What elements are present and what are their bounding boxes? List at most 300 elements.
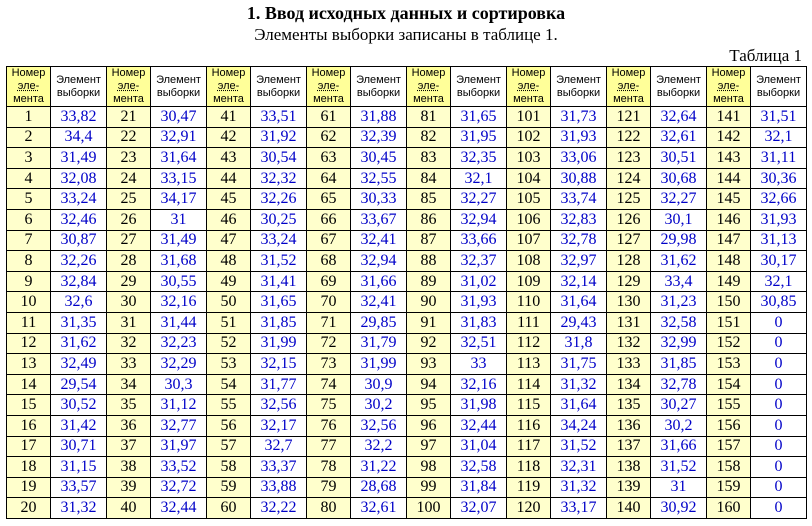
header-val-line: Элемент	[556, 73, 601, 86]
sample-value-cell: 30,87	[51, 230, 107, 251]
sample-value-cell: 30,9	[351, 374, 407, 395]
sample-value-cell: 31,64	[551, 395, 607, 416]
sample-value-cell: 31,52	[551, 436, 607, 457]
element-number-cell: 33	[107, 354, 151, 375]
header-element-number	[707, 67, 751, 107]
sample-value-cell: 33,57	[51, 477, 107, 498]
element-number-cell: 116	[507, 415, 551, 436]
sample-value-cell: 31,52	[251, 251, 307, 272]
sample-value-cell: 32,77	[151, 415, 207, 436]
sample-value-cell: 32,1	[751, 271, 807, 292]
sample-value-cell: 0	[751, 457, 807, 478]
table-row	[7, 415, 807, 436]
element-number-cell: 24	[107, 168, 151, 189]
element-number-cell: 12	[7, 333, 51, 354]
element-number-cell: 152	[707, 333, 751, 354]
sample-value-cell: 32,1	[451, 168, 507, 189]
header-val-line: выборки	[56, 86, 101, 99]
header-num-line: эле-	[417, 80, 440, 92]
sample-value-cell: 30,85	[751, 292, 807, 313]
sample-value-cell: 32,31	[551, 457, 607, 478]
element-number-cell: 56	[207, 415, 251, 436]
element-number-cell: 156	[707, 415, 751, 436]
sample-value-cell: 32,46	[51, 209, 107, 230]
header-sample-element	[751, 67, 807, 107]
table-row	[7, 251, 807, 272]
sample-value-cell: 33,24	[251, 230, 307, 251]
sample-value-cell: 32,83	[551, 209, 607, 230]
element-number-cell: 113	[507, 354, 551, 375]
element-number-cell: 10	[7, 292, 51, 313]
element-number-cell: 19	[7, 477, 51, 498]
sample-value-cell: 31,32	[551, 477, 607, 498]
header-val-line: выборки	[456, 86, 501, 99]
element-number-cell: 28	[107, 251, 151, 272]
table-row	[7, 230, 807, 251]
element-number-cell: 48	[207, 251, 251, 272]
header-num-line: мента	[513, 93, 544, 105]
sample-value-cell: 31,62	[51, 333, 107, 354]
element-number-cell: 68	[307, 251, 351, 272]
element-number-cell: 85	[407, 189, 451, 210]
element-number-cell: 123	[607, 148, 651, 169]
element-number-cell: 5	[7, 189, 51, 210]
element-number-cell: 86	[407, 209, 451, 230]
table-row	[7, 209, 807, 230]
header-num-line: мента	[713, 93, 744, 105]
element-number-cell: 142	[707, 127, 751, 148]
table-row	[7, 477, 807, 498]
sample-value-cell: 31,23	[651, 292, 707, 313]
sample-value-cell: 33,4	[651, 271, 707, 292]
sample-value-cell: 32,41	[351, 292, 407, 313]
sample-value-cell: 33,66	[451, 230, 507, 251]
sample-value-cell: 31,02	[451, 271, 507, 292]
element-number-cell: 117	[507, 436, 551, 457]
element-number-cell: 6	[7, 209, 51, 230]
section-subtitle: Элементы выборки записаны в таблице 1.	[254, 25, 558, 44]
element-number-cell: 154	[707, 374, 751, 395]
element-number-cell: 138	[607, 457, 651, 478]
element-number-cell: 124	[607, 168, 651, 189]
element-number-cell: 155	[707, 395, 751, 416]
element-number-cell: 74	[307, 374, 351, 395]
element-number-cell: 55	[207, 395, 251, 416]
sample-value-cell: 31,97	[151, 436, 207, 457]
element-number-cell: 23	[107, 148, 151, 169]
element-number-cell: 105	[507, 189, 551, 210]
sample-value-cell: 31,65	[251, 292, 307, 313]
header-sample-element	[151, 67, 207, 107]
sample-value-cell: 32,61	[651, 127, 707, 148]
header-element-number	[107, 67, 151, 107]
element-number-cell: 40	[107, 498, 151, 519]
element-number-cell: 7	[7, 230, 51, 251]
sample-value-cell: 31,62	[651, 251, 707, 272]
element-number-cell: 73	[307, 354, 351, 375]
element-number-cell: 76	[307, 415, 351, 436]
table-row	[7, 333, 807, 354]
element-number-cell: 107	[507, 230, 551, 251]
element-number-cell: 3	[7, 148, 51, 169]
sample-value-cell: 32,14	[551, 271, 607, 292]
sample-value-cell: 31,79	[351, 333, 407, 354]
element-number-cell: 145	[707, 189, 751, 210]
header-element-number	[407, 67, 451, 107]
element-number-cell: 97	[407, 436, 451, 457]
sample-value-cell: 30,33	[351, 189, 407, 210]
table-row	[7, 271, 807, 292]
sample-value-cell: 32,44	[151, 498, 207, 519]
element-number-cell: 54	[207, 374, 251, 395]
sample-value-cell: 30,3	[151, 374, 207, 395]
sample-value-cell: 32,41	[351, 230, 407, 251]
element-number-cell: 4	[7, 168, 51, 189]
sample-value-cell: 31,32	[51, 498, 107, 519]
header-num-line: Номер	[311, 67, 346, 79]
sample-value-cell: 31,52	[651, 457, 707, 478]
element-number-cell: 101	[507, 107, 551, 128]
table-row	[7, 457, 807, 478]
element-number-cell: 60	[207, 498, 251, 519]
sample-value-cell: 0	[751, 354, 807, 375]
header-val-line: Элемент	[756, 73, 801, 86]
sample-value-cell: 30,45	[351, 148, 407, 169]
header-num-line: эле-	[317, 80, 340, 92]
sample-value-cell: 33,24	[51, 189, 107, 210]
sample-value-cell: 31,99	[351, 354, 407, 375]
element-number-cell: 52	[207, 333, 251, 354]
element-number-cell: 153	[707, 354, 751, 375]
sample-value-cell: 31,64	[551, 292, 607, 313]
header-val-line: выборки	[156, 86, 201, 99]
sample-value-cell: 30,55	[151, 271, 207, 292]
table-row	[7, 395, 807, 416]
element-number-cell: 108	[507, 251, 551, 272]
sample-value-cell: 32,94	[451, 209, 507, 230]
sample-value-cell: 32,56	[351, 415, 407, 436]
sample-value-cell: 32,35	[451, 148, 507, 169]
sample-value-cell: 32,56	[251, 395, 307, 416]
sample-value-cell: 32,22	[251, 498, 307, 519]
element-number-cell: 95	[407, 395, 451, 416]
header-num-line: мента	[113, 93, 144, 105]
sample-value-cell: 32,32	[251, 168, 307, 189]
sample-value-cell: 30,2	[351, 395, 407, 416]
sample-value-cell: 32,6	[51, 292, 107, 313]
element-number-cell: 129	[607, 271, 651, 292]
header-num-line: эле-	[17, 80, 40, 92]
sample-value-cell: 34,24	[551, 415, 607, 436]
element-number-cell: 64	[307, 168, 351, 189]
element-number-cell: 136	[607, 415, 651, 436]
sample-value-cell: 32,37	[451, 251, 507, 272]
sample-value-cell: 31,65	[451, 107, 507, 128]
element-number-cell: 62	[307, 127, 351, 148]
sample-value-cell: 30,51	[651, 148, 707, 169]
element-number-cell: 13	[7, 354, 51, 375]
element-number-cell: 41	[207, 107, 251, 128]
header-sample-element	[451, 67, 507, 107]
element-number-cell: 39	[107, 477, 151, 498]
table-row	[7, 127, 807, 148]
sample-value-cell: 30,88	[551, 168, 607, 189]
element-number-cell: 46	[207, 209, 251, 230]
sample-value-cell: 34,17	[151, 189, 207, 210]
header-val-line: Элемент	[356, 73, 401, 86]
sample-value-cell: 33,37	[251, 457, 307, 478]
sample-value-cell: 32,26	[251, 189, 307, 210]
element-number-cell: 18	[7, 457, 51, 478]
element-number-cell: 146	[707, 209, 751, 230]
sample-value-cell: 30,25	[251, 209, 307, 230]
element-number-cell: 139	[607, 477, 651, 498]
header-num-line: Номер	[711, 67, 746, 79]
sample-value-cell: 31,49	[51, 148, 107, 169]
sample-value-cell: 32,94	[351, 251, 407, 272]
sample-value-cell: 31	[651, 477, 707, 498]
element-number-cell: 16	[7, 415, 51, 436]
header-num-line: эле-	[217, 80, 240, 92]
header-val-line: Элемент	[456, 73, 501, 86]
sample-value-cell: 33,82	[51, 107, 107, 128]
sample-value-cell: 32,58	[451, 457, 507, 478]
element-number-cell: 98	[407, 457, 451, 478]
element-number-cell: 143	[707, 148, 751, 169]
sample-value-cell: 31,77	[251, 374, 307, 395]
sample-value-cell: 31,15	[51, 457, 107, 478]
sample-value-cell: 0	[751, 374, 807, 395]
sample-value-cell: 31,8	[551, 333, 607, 354]
sample-value-cell: 31,04	[451, 436, 507, 457]
header-val-line: выборки	[556, 86, 601, 99]
sample-value-cell: 31,12	[151, 395, 207, 416]
header-val-line: Элемент	[156, 73, 201, 86]
header-val-line: выборки	[356, 86, 401, 99]
element-number-cell: 90	[407, 292, 451, 313]
sample-value-cell: 32,51	[451, 333, 507, 354]
element-number-cell: 36	[107, 415, 151, 436]
sample-value-cell: 31,85	[251, 312, 307, 333]
element-number-cell: 53	[207, 354, 251, 375]
sample-value-cell: 33,67	[351, 209, 407, 230]
table-row	[7, 436, 807, 457]
element-number-cell: 67	[307, 230, 351, 251]
sample-value-cell: 31,35	[51, 312, 107, 333]
sample-value-cell: 30,36	[751, 168, 807, 189]
element-number-cell: 131	[607, 312, 651, 333]
element-number-cell: 22	[107, 127, 151, 148]
element-number-cell: 122	[607, 127, 651, 148]
table-row	[7, 354, 807, 375]
sample-value-cell: 32,17	[251, 415, 307, 436]
table-row	[7, 292, 807, 313]
header-val-line: выборки	[756, 86, 801, 99]
header-sample-element	[251, 67, 307, 107]
element-number-cell: 144	[707, 168, 751, 189]
header-val-line: Элемент	[56, 73, 101, 86]
sample-value-cell: 31,93	[551, 127, 607, 148]
sample-value-cell: 30,47	[151, 107, 207, 128]
element-number-cell: 14	[7, 374, 51, 395]
element-number-cell: 20	[7, 498, 51, 519]
header-val-line: Элемент	[256, 73, 301, 86]
sample-value-cell: 30,1	[651, 209, 707, 230]
sample-value-cell: 32,64	[651, 107, 707, 128]
element-number-cell: 121	[607, 107, 651, 128]
element-number-cell: 32	[107, 333, 151, 354]
sample-value-cell: 32,55	[351, 168, 407, 189]
sample-value-cell: 31,32	[551, 374, 607, 395]
sample-value-cell: 34,4	[51, 127, 107, 148]
element-number-cell: 111	[507, 312, 551, 333]
element-number-cell: 31	[107, 312, 151, 333]
header-sample-element	[551, 67, 607, 107]
sample-value-cell: 33,15	[151, 168, 207, 189]
element-number-cell: 125	[607, 189, 651, 210]
element-number-cell: 63	[307, 148, 351, 169]
element-number-cell: 34	[107, 374, 151, 395]
element-number-cell: 102	[507, 127, 551, 148]
element-number-cell: 93	[407, 354, 451, 375]
header-num-line: Номер	[411, 67, 446, 79]
element-number-cell: 106	[507, 209, 551, 230]
element-number-cell: 45	[207, 189, 251, 210]
sample-value-cell: 32,97	[551, 251, 607, 272]
element-number-cell: 71	[307, 312, 351, 333]
sample-value-cell: 32,07	[451, 498, 507, 519]
element-number-cell: 119	[507, 477, 551, 498]
header-num-line: мента	[213, 93, 244, 105]
sample-value-cell: 32,2	[351, 436, 407, 457]
sample-value-cell: 31,85	[651, 354, 707, 375]
element-number-cell: 104	[507, 168, 551, 189]
element-number-cell: 159	[707, 477, 751, 498]
sample-value-cell: 33,17	[551, 498, 607, 519]
element-number-cell: 88	[407, 251, 451, 272]
element-number-cell: 27	[107, 230, 151, 251]
element-number-cell: 35	[107, 395, 151, 416]
table-row	[7, 148, 807, 169]
element-number-cell: 42	[207, 127, 251, 148]
sample-value-cell: 33,52	[151, 457, 207, 478]
header-sample-element	[651, 67, 707, 107]
sample-value-cell: 31,83	[451, 312, 507, 333]
element-number-cell: 50	[207, 292, 251, 313]
sample-value-cell: 31,66	[351, 271, 407, 292]
sample-value-cell: 29,54	[51, 374, 107, 395]
element-number-cell: 59	[207, 477, 251, 498]
header-element-number	[7, 67, 51, 107]
sample-value-cell: 32,84	[51, 271, 107, 292]
element-number-cell: 118	[507, 457, 551, 478]
header-num-line: эле-	[517, 80, 540, 92]
element-number-cell: 77	[307, 436, 351, 457]
header-num-line: мента	[613, 93, 644, 105]
header-num-line: эле-	[717, 80, 740, 92]
header-num-line: мента	[413, 93, 444, 105]
sample-value-cell: 32,27	[651, 189, 707, 210]
sample-value-cell: 32,66	[751, 189, 807, 210]
header-sample-element	[51, 67, 107, 107]
sample-value-cell: 31,49	[151, 230, 207, 251]
header-num-line: Номер	[111, 67, 146, 79]
header-element-number	[607, 67, 651, 107]
sample-value-cell: 0	[751, 436, 807, 457]
sample-value-cell: 31,93	[451, 292, 507, 313]
sample-value-cell: 32,44	[451, 415, 507, 436]
table-row	[7, 107, 807, 128]
element-number-cell: 128	[607, 251, 651, 272]
element-number-cell: 44	[207, 168, 251, 189]
sample-value-cell: 28,68	[351, 477, 407, 498]
sample-value-cell: 32,91	[151, 127, 207, 148]
table-header-row	[7, 67, 807, 107]
sample-value-cell: 31,42	[51, 415, 107, 436]
header-element-number	[507, 67, 551, 107]
element-number-cell: 120	[507, 498, 551, 519]
element-number-cell: 157	[707, 436, 751, 457]
table-row	[7, 168, 807, 189]
sample-value-cell: 0	[751, 395, 807, 416]
header-num-line: Номер	[11, 67, 46, 79]
element-number-cell: 26	[107, 209, 151, 230]
element-number-cell: 43	[207, 148, 251, 169]
element-number-cell: 51	[207, 312, 251, 333]
header-num-line: мента	[13, 93, 44, 105]
element-number-cell: 75	[307, 395, 351, 416]
sample-value-cell: 32,23	[151, 333, 207, 354]
sample-value-cell: 32,99	[651, 333, 707, 354]
sample-value-cell: 33,06	[551, 148, 607, 169]
sample-value-cell: 31,88	[351, 107, 407, 128]
element-number-cell: 9	[7, 271, 51, 292]
sample-value-cell: 31,68	[151, 251, 207, 272]
sample-value-cell: 32,27	[451, 189, 507, 210]
element-number-cell: 91	[407, 312, 451, 333]
sample-value-cell: 30,92	[651, 498, 707, 519]
sample-value-cell: 31	[151, 209, 207, 230]
element-number-cell: 160	[707, 498, 751, 519]
sample-value-cell: 31,98	[451, 395, 507, 416]
element-number-cell: 2	[7, 127, 51, 148]
sample-value-cell: 31,22	[351, 457, 407, 478]
sample-value-cell: 31,66	[651, 436, 707, 457]
element-number-cell: 70	[307, 292, 351, 313]
element-number-cell: 133	[607, 354, 651, 375]
sample-value-cell: 32,49	[51, 354, 107, 375]
sample-value-cell: 32,72	[151, 477, 207, 498]
sample-value-cell: 32,15	[251, 354, 307, 375]
element-number-cell: 49	[207, 271, 251, 292]
sample-value-cell: 29,85	[351, 312, 407, 333]
element-number-cell: 126	[607, 209, 651, 230]
sample-value-cell: 31,75	[551, 354, 607, 375]
header-sample-element	[351, 67, 407, 107]
sample-value-cell: 32,29	[151, 354, 207, 375]
sample-value-cell: 32,58	[651, 312, 707, 333]
section-title: 1. Ввод исходных данных и сортировка	[246, 3, 566, 23]
sample-value-cell: 33,51	[251, 107, 307, 128]
element-number-cell: 66	[307, 209, 351, 230]
sample-value-cell: 29,43	[551, 312, 607, 333]
sample-value-cell: 32,78	[651, 374, 707, 395]
header-num-line: Номер	[611, 67, 646, 79]
sample-value-cell: 29,98	[651, 230, 707, 251]
sample-value-cell: 32,7	[251, 436, 307, 457]
sample-value-cell: 31,93	[751, 209, 807, 230]
table-row	[7, 189, 807, 210]
